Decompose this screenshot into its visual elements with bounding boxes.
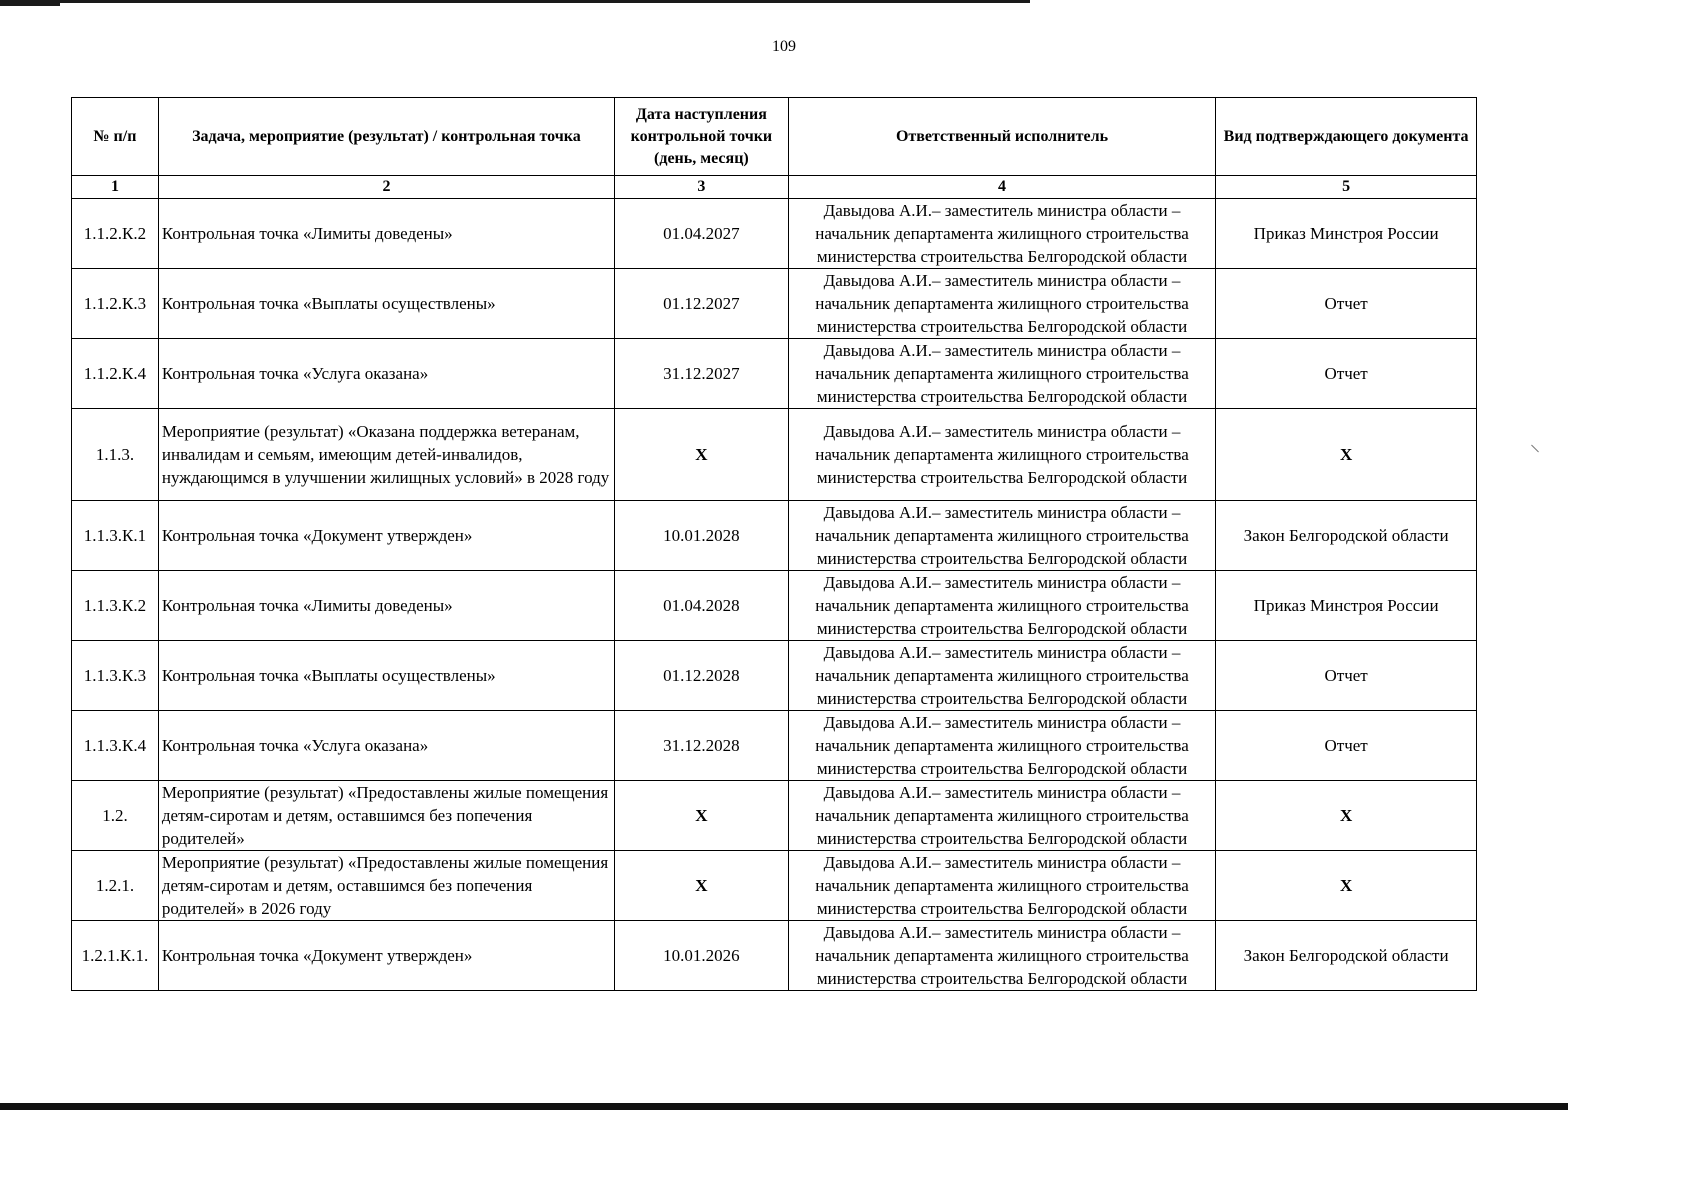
page-number: 109 bbox=[772, 38, 796, 55]
row-number: 1.1.3.К.3 bbox=[72, 641, 159, 711]
row-number: 1.1.3.К.1 bbox=[72, 501, 159, 571]
row-task: Мероприятие (результат) «Оказана поддержка ветеранам, инвалидам и семьям, имеющим детей-инвалидов, нуждающимся в улучшении жилищных условий» в 2028 году bbox=[158, 409, 614, 501]
row-document: Закон Белгородской области bbox=[1216, 501, 1477, 571]
row-document: Отчет bbox=[1216, 711, 1477, 781]
row-document: Отчет bbox=[1216, 269, 1477, 339]
row-responsible: Давыдова А.И.– заместитель министра области – начальник департамента жилищного строительства министерства строительства Белгородской области bbox=[788, 339, 1215, 409]
header-document: Вид подтверждающего документа bbox=[1216, 98, 1477, 176]
header-date: Дата наступления контрольной точки (день, месяц) bbox=[614, 98, 788, 176]
row-document: Х bbox=[1216, 851, 1477, 921]
row-date: 10.01.2026 bbox=[614, 921, 788, 991]
row-task: Контрольная точка «Услуга оказана» bbox=[158, 339, 614, 409]
row-task: Контрольная точка «Документ утвержден» bbox=[158, 501, 614, 571]
table-row bbox=[72, 269, 1477, 339]
table-row bbox=[72, 501, 1477, 571]
row-number: 1.1.2.К.3 bbox=[72, 269, 159, 339]
column-index-row bbox=[72, 176, 1477, 199]
row-number: 1.1.3. bbox=[72, 409, 159, 501]
row-date: Х bbox=[614, 781, 788, 851]
table-row bbox=[72, 851, 1477, 921]
row-number: 1.1.2.К.2 bbox=[72, 199, 159, 269]
row-date: 31.12.2028 bbox=[614, 711, 788, 781]
scan-artifact-mark bbox=[1531, 445, 1539, 453]
row-task: Контрольная точка «Услуга оказана» bbox=[158, 711, 614, 781]
row-task: Контрольная точка «Лимиты доведены» bbox=[158, 199, 614, 269]
scan-border-top-fragment bbox=[0, 3, 60, 6]
row-date: 01.12.2028 bbox=[614, 641, 788, 711]
row-task: Мероприятие (результат) «Предоставлены жилые помещения детям-сиротам и детям, оставшимся без попечения родителей» bbox=[158, 781, 614, 851]
row-date: Х bbox=[614, 851, 788, 921]
table-row bbox=[72, 409, 1477, 501]
row-task: Контрольная точка «Лимиты доведены» bbox=[158, 571, 614, 641]
row-task: Контрольная точка «Выплаты осуществлены» bbox=[158, 641, 614, 711]
scan-border-top bbox=[0, 0, 1030, 3]
table-row bbox=[72, 199, 1477, 269]
table-row bbox=[72, 781, 1477, 851]
row-date: 01.04.2027 bbox=[614, 199, 788, 269]
scan-border-bottom bbox=[0, 1103, 1568, 1110]
row-responsible: Давыдова А.И.– заместитель министра области – начальник департамента жилищного строительства министерства строительства Белгородской области bbox=[788, 641, 1215, 711]
row-number: 1.1.2.К.4 bbox=[72, 339, 159, 409]
column-index: 1 bbox=[72, 176, 159, 199]
row-responsible: Давыдова А.И.– заместитель министра области – начальник департамента жилищного строительства министерства строительства Белгородской области bbox=[788, 269, 1215, 339]
row-task: Контрольная точка «Выплаты осуществлены» bbox=[158, 269, 614, 339]
row-responsible: Давыдова А.И.– заместитель министра области – начальник департамента жилищного строительства министерства строительства Белгородской области bbox=[788, 199, 1215, 269]
header-responsible: Ответственный исполнитель bbox=[788, 98, 1215, 176]
row-document: Х bbox=[1216, 781, 1477, 851]
row-date: 01.04.2028 bbox=[614, 571, 788, 641]
row-document: Приказ Минстроя России bbox=[1216, 199, 1477, 269]
column-index: 2 bbox=[158, 176, 614, 199]
row-date: 31.12.2027 bbox=[614, 339, 788, 409]
header-number: № п/п bbox=[72, 98, 159, 176]
row-date: 10.01.2028 bbox=[614, 501, 788, 571]
table-row bbox=[72, 571, 1477, 641]
row-task: Контрольная точка «Документ утвержден» bbox=[158, 921, 614, 991]
control-points-table bbox=[71, 97, 1477, 991]
row-number: 1.1.3.К.2 bbox=[72, 571, 159, 641]
row-document: Х bbox=[1216, 409, 1477, 501]
row-responsible: Давыдова А.И.– заместитель министра области – начальник департамента жилищного строительства министерства строительства Белгородской области bbox=[788, 409, 1215, 501]
column-index: 3 bbox=[614, 176, 788, 199]
table-row bbox=[72, 921, 1477, 991]
row-number: 1.2.1.К.1. bbox=[72, 921, 159, 991]
row-responsible: Давыдова А.И.– заместитель министра области – начальник департамента жилищного строительства министерства строительства Белгородской области bbox=[788, 501, 1215, 571]
table-row bbox=[72, 711, 1477, 781]
row-document: Отчет bbox=[1216, 339, 1477, 409]
row-date: Х bbox=[614, 409, 788, 501]
row-number: 1.2. bbox=[72, 781, 159, 851]
row-document: Отчет bbox=[1216, 641, 1477, 711]
row-task: Мероприятие (результат) «Предоставлены жилые помещения детям-сиротам и детям, оставшимся без попечения родителей» в 2026 году bbox=[158, 851, 614, 921]
row-date: 01.12.2027 bbox=[614, 269, 788, 339]
row-document: Закон Белгородской области bbox=[1216, 921, 1477, 991]
row-responsible: Давыдова А.И.– заместитель министра области – начальник департамента жилищного строительства министерства строительства Белгородской области bbox=[788, 711, 1215, 781]
header-task: Задача, мероприятие (результат) / контрольная точка bbox=[158, 98, 614, 176]
row-number: 1.1.3.К.4 bbox=[72, 711, 159, 781]
row-document: Приказ Минстроя России bbox=[1216, 571, 1477, 641]
row-responsible: Давыдова А.И.– заместитель министра области – начальник департамента жилищного строительства министерства строительства Белгородской области bbox=[788, 781, 1215, 851]
row-responsible: Давыдова А.И.– заместитель министра области – начальник департамента жилищного строительства министерства строительства Белгородской области bbox=[788, 851, 1215, 921]
row-responsible: Давыдова А.И.– заместитель министра области – начальник департамента жилищного строительства министерства строительства Белгородской области bbox=[788, 921, 1215, 991]
table-header-row bbox=[72, 98, 1477, 176]
row-responsible: Давыдова А.И.– заместитель министра области – начальник департамента жилищного строительства министерства строительства Белгородской области bbox=[788, 571, 1215, 641]
column-index: 5 bbox=[1216, 176, 1477, 199]
table-row bbox=[72, 339, 1477, 409]
column-index: 4 bbox=[788, 176, 1215, 199]
table-row bbox=[72, 641, 1477, 711]
row-number: 1.2.1. bbox=[72, 851, 159, 921]
